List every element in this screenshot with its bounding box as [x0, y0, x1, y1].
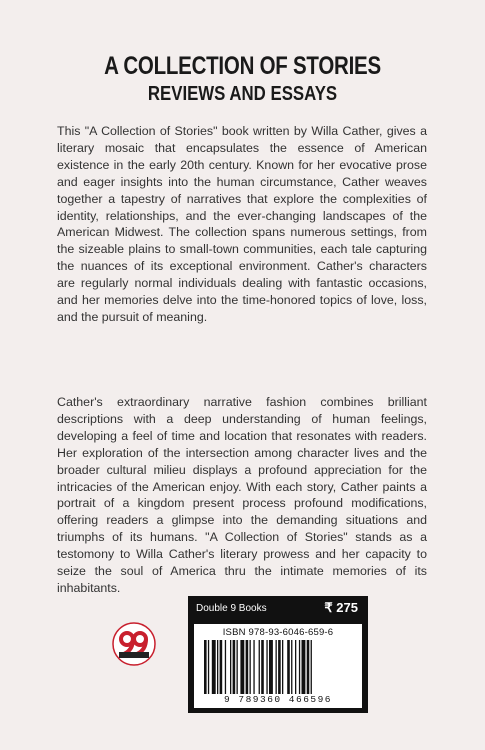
- isbn-label: ISBN 978-93-6046-659-6: [222, 627, 334, 638]
- barcode-digits: 9 789360 466596: [223, 694, 332, 705]
- barcode-bar: [276, 640, 277, 694]
- barcode-bar: [295, 640, 296, 694]
- barcode-bar: [291, 640, 292, 694]
- barcode-block: [188, 596, 368, 713]
- barcode-area: [194, 624, 362, 708]
- description-paragraph-1: This "A Collection of Stories" book written by Willa Cather, gives a literary mosaic that encapsulates the essence of American existence in the early 20th century. Known for her evocative prose and eager insights into the human circumstance, Cather weaves together a tapestry of narratives that explore the complexities of identity, relationships, and the ever-changing landscapes of the American Midwest. The collection spans numerous settings, from the sizeable plains to small-town communities, each tale capturing the nuances of its exceptional environment. Cather's characters are regularly normal individuals dealing with fantastic occasions, and her memories delve into the time-honored topics of love, loss, and the pursuit of meaning.: [57, 124, 427, 324]
- barcode-bar: [266, 640, 267, 694]
- book-title: A COLLECTION OF STORIES: [104, 52, 381, 80]
- barcode-bar: [261, 640, 264, 694]
- barcode-bar: [246, 640, 249, 694]
- barcode-bar: [208, 640, 209, 694]
- barcode-bar: [225, 640, 226, 694]
- barcode-bar: [311, 640, 312, 694]
- barcode-bars: [204, 640, 354, 694]
- barcode-bar: [250, 640, 251, 694]
- publisher-logo-icon: [112, 622, 156, 666]
- barcode-bar: [287, 640, 290, 694]
- publisher-name: Double 9 Books: [196, 603, 267, 614]
- barcode-bar: [217, 640, 218, 694]
- barcode-bar: [269, 640, 273, 694]
- barcode-bar: [307, 640, 310, 694]
- barcode-bar: [282, 640, 283, 694]
- barcode-bar: [253, 640, 254, 694]
- book-subtitle: REVIEWS AND ESSAYS: [147, 83, 338, 105]
- barcode-bar: [233, 640, 236, 694]
- price-label: ₹ 275: [324, 600, 358, 615]
- barcode-bar: [299, 640, 300, 694]
- barcode-bar: [204, 640, 207, 694]
- barcode-bar: [230, 640, 231, 694]
- barcode-bar: [278, 640, 281, 694]
- barcode-bar: [259, 640, 260, 694]
- barcode-bar: [220, 640, 223, 694]
- description-paragraph-2: Cather's extraordinary narrative fashion combines brilliant descriptions with a deep understanding of human feelings, developing a feel of time and location that resonates with readers. Her exploration of the intersection among character lives and the broader cultural milieu displays a profound appreciation for the intricacies of the American enjoy. With each story, Cather paints a portrait of a kingdom present process profound modifications, offering readers a glimpse into the demanding situations and triumphs of its humans. "A Collection of Stories" stands as a testomony to Willa Cather's literary prowess and her capacity to seize the soul of America thru the intimate memories of its inhabitants.: [57, 395, 427, 595]
- barcode-header: [188, 596, 368, 622]
- barcode-bar: [212, 640, 216, 694]
- barcode-bar: [302, 640, 306, 694]
- barcode-bar: [237, 640, 238, 694]
- barcode-bar: [240, 640, 244, 694]
